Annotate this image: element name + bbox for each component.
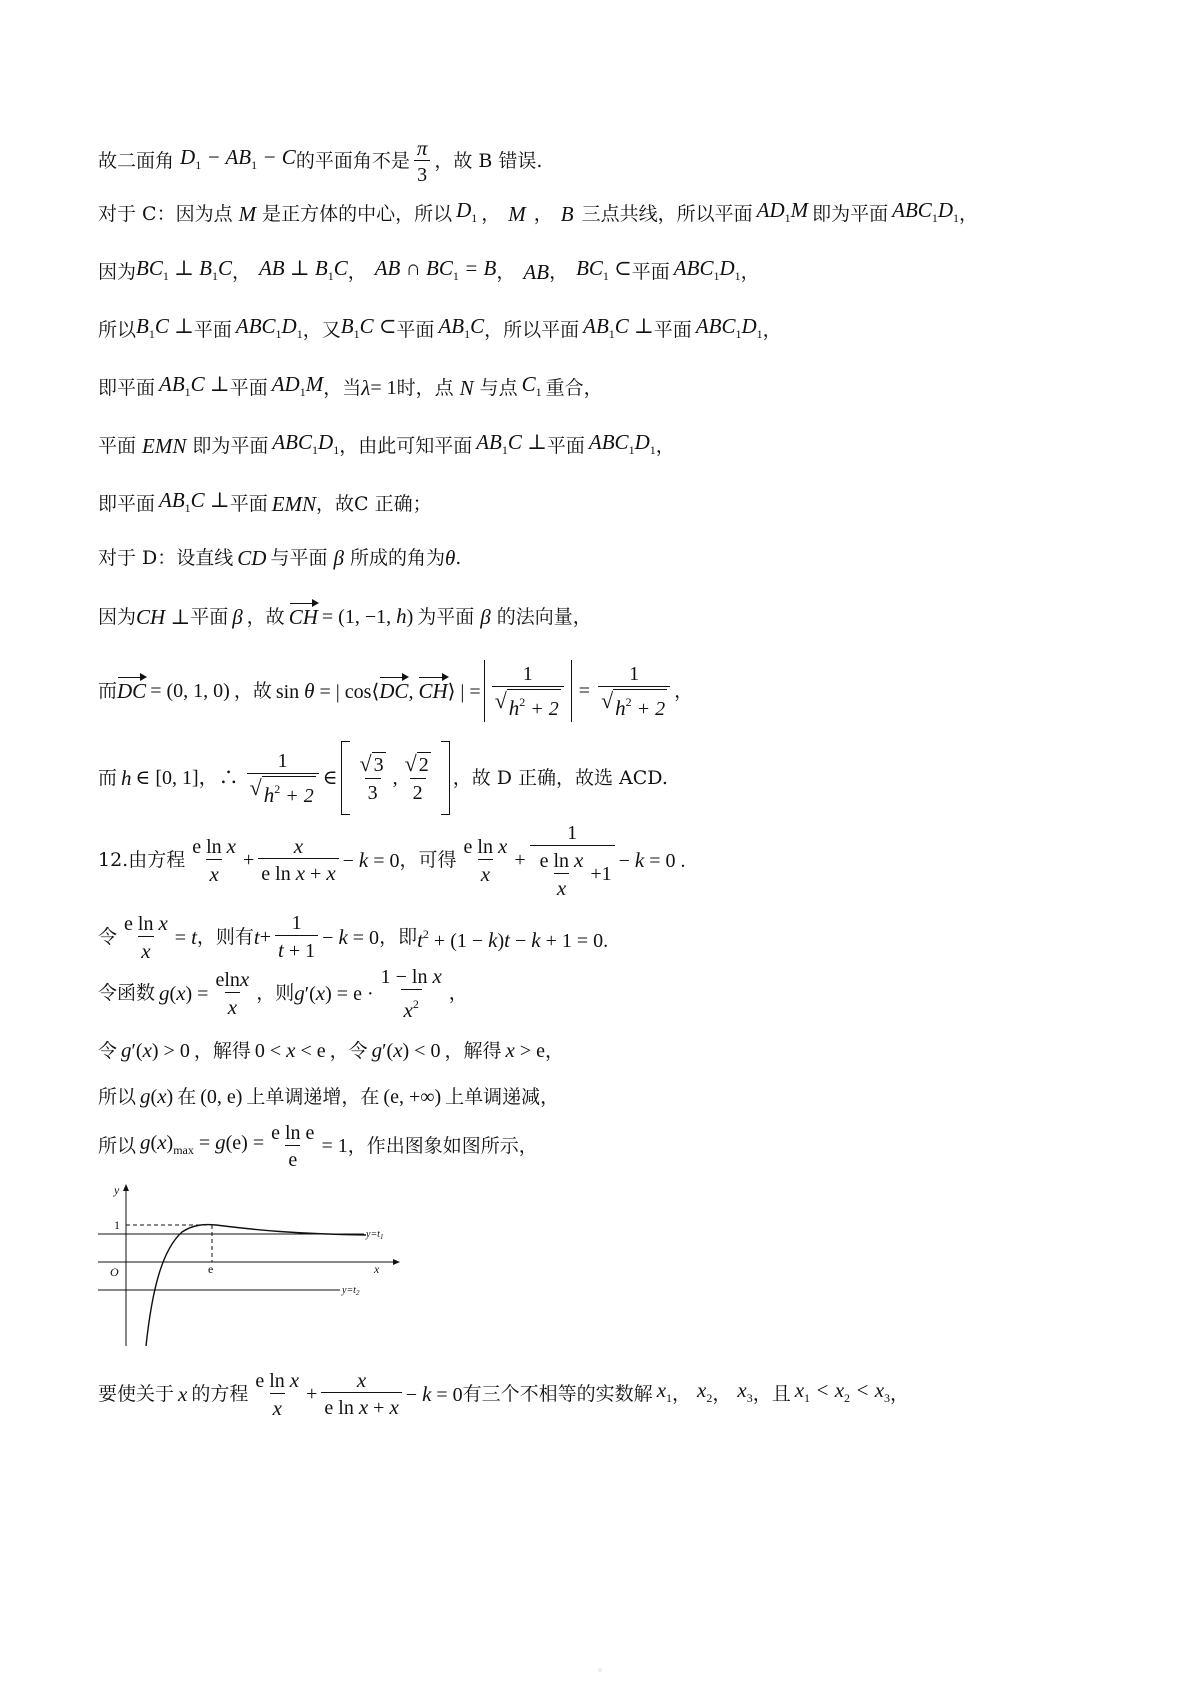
text-segment: 的方程 <box>191 1383 249 1405</box>
text-segment: ，由此可知平面 <box>339 435 473 457</box>
text-segment: 所成的角为 <box>349 547 445 569</box>
tick-e-label: e <box>208 1262 214 1276</box>
text-line-8: 对于 D：设直线 CD 与平面 β 所成的角为 θ . <box>98 546 462 570</box>
text-segment: 所以 <box>98 1135 137 1157</box>
text-segment: 平面 <box>190 605 229 628</box>
text-line-1: 故二面角 $D_1 - AB_1 - C$ 的平面角不是 $\frac{\pi}{3}$ ，故 B 错误. <box>98 135 543 186</box>
text-line-15: 令 g′(x) > 0 ，解得 0 < x < e ，令 g′(x) < 0 ，解得 x > e ， <box>98 1036 564 1065</box>
text-segment: 时，点 <box>396 377 454 399</box>
text-segment: ，且 <box>752 1383 791 1405</box>
tick-one-label: 1 <box>114 1218 120 1232</box>
y-axis-label: y <box>114 1183 120 1197</box>
text-segment: ，解得 <box>193 1039 251 1062</box>
text-segment: 为平面 <box>417 605 475 628</box>
text-segment: ，则有 <box>196 926 254 948</box>
text-segment: 平面 <box>229 493 268 515</box>
text-segment: ，故 D 正确，故选 ACD. <box>452 767 668 789</box>
text-segment: ，即 <box>379 926 418 948</box>
text-segment: 平面 <box>98 435 137 457</box>
text-segment: 平面 <box>193 319 232 341</box>
text-line-6: 平面 EMN 即为平面 $ABC_1D_1$ ，由此可知平面 $AB_1C$ ⊥ 平面 $ABC_1D_1$ ， <box>98 430 675 458</box>
text-segment: 平面 <box>396 319 435 341</box>
text-segment: ，令 <box>329 1039 368 1062</box>
text-segment: 有三个不相等的实数解 <box>462 1383 653 1405</box>
text-segment: ，所以平面 <box>484 319 580 341</box>
text-segment: 的平面角不是 <box>295 150 410 172</box>
text-segment: 的法向量， <box>496 605 592 628</box>
text-segment: 对于 C：因为点 <box>98 203 233 225</box>
text-line-11: 而 h ∈ [0, 1]，∴ 1 √ $h^2 + 2$ ∈ √ 3 3 , √ 2 2 ，故 D 正确，故选 ACD. <box>98 740 668 816</box>
text-line-18: 要使关于 x 的方程 $\frac{\text{e ln x}}{x}$ + $\frac{x}{\text{e ln x + x}}$ − k = 0 有三个不相等的实数解 $x_1$ ， $x_2$ ， $x_3$ ，且 $x_1 < x_2 < x_3$ ， <box>98 1368 910 1420</box>
text-line-7: 即平面 $AB_1C$ ⊥ 平面 EMN ，故C 正确； <box>98 488 432 516</box>
line-t2-label: $y=t_2$ <box>342 1285 360 1297</box>
text-segment: 与点 <box>479 377 518 399</box>
text-segment: 是正方体的中心，所以 <box>262 203 453 225</box>
text-segment: ，可得 <box>399 849 457 871</box>
text-segment: 令函数 <box>98 982 156 1004</box>
origin-label: O <box>110 1265 119 1279</box>
text-segment: ，解得 <box>444 1039 502 1062</box>
text-segment: ，故C 正确； <box>316 493 432 515</box>
text-segment: 令 <box>98 926 118 948</box>
text-line-10: 而 DC = (0, 1, 0) ，故 sin θ = | cos⟨DC, CH⟩ | = 1 √ $h^2 + 2$ = 1 √ $h^2 + 2$ ， <box>98 656 693 726</box>
text-line-14: 令函数 g(x) = $\frac{elnx}{x}$ ，则 g′(x) = e · $\frac{\text{1 − ln x}}{x^2}$ ， <box>98 964 468 1022</box>
text-segment: 而 <box>98 767 118 789</box>
text-line-16: 所以 g(x) 在 (0, e) 上单调递增，在 (e, +∞) 上单调递减， <box>98 1082 559 1111</box>
text-segment: 平面 <box>653 319 692 341</box>
text-segment: ，当 <box>323 377 362 399</box>
text-segment: 上单调递减， <box>445 1085 560 1108</box>
text-segment: 在 <box>177 1085 197 1108</box>
text-line-13: 令 $\frac{\text{e ln x}}{x}$ = t ，则有 t + $\frac{1}{t + 1}$ − k = 0 ，即 $t^2 + (1 - k)t - k + 1 = 0$. <box>98 911 609 963</box>
text-segment: 重合， <box>545 377 603 399</box>
x-axis-label: x <box>374 1262 380 1276</box>
line-t1-label: $y=t_1$ <box>366 1229 384 1241</box>
text-segment: 因为 <box>98 261 137 283</box>
text-segment: 上单调递增，在 <box>246 1085 380 1108</box>
text-segment: 所以 <box>98 1085 137 1108</box>
text-segment: 平面 <box>229 377 268 399</box>
fraction: $\frac{\pi}{3}$ <box>414 136 431 187</box>
text-segment: 12.由方程 <box>98 849 186 871</box>
text-segment: ，故 <box>233 680 272 702</box>
text-segment: 对于 D：设直线 <box>98 547 234 569</box>
text-segment: ，则 <box>256 982 295 1004</box>
text-line-3: 因为 $BC_1$ ⊥ $B_1C$ ， AB ⊥ $B_1C$ ， AB ∩ $BC_1 = B$ ， AB ， $BC_1$ ⊂ 平面 $ABC_1D_1$ ， <box>98 256 760 284</box>
text-segment: 故二面角 <box>98 150 175 172</box>
text-segment: 即为平面 <box>812 203 889 225</box>
text-segment: 即平面 <box>98 377 156 399</box>
text-segment: ，作出图象如图所示， <box>347 1135 538 1157</box>
text-line-4: 所以 $B_1C$ ⊥ 平面 $ABC_1D_1$ ，又 $B_1C$ ⊂ 平面 $AB_1C$ ，所以平面 $AB_1C$ ⊥ 平面 $ABC_1D_1$ ， <box>98 312 782 348</box>
text-segment: 而 <box>98 680 118 702</box>
text-line-5: 即平面 $AB_1C$ ⊥ 平面 $AD_1M$ ，当 λ = 1 时，点 N 与点 $C_1$ 重合， <box>98 372 603 400</box>
text-line-2: 对于 C：因为点 M 是正方体的中心，所以 $D_1$ ， M ， B 三点共线，所以平面 $AD_1M$ 即为平面 $ABC_1D_1$ ， <box>98 198 979 226</box>
text-segment: 令 <box>98 1039 118 1062</box>
text-segment: ，故 B 错误. <box>434 150 543 172</box>
text-line-9: 因为 CH ⊥ 平面 β ，故 CH = (1, −1, h) 为平面 β 的法向量， <box>98 604 592 629</box>
text-segment: 所以 <box>98 319 137 341</box>
text-segment: 即平面 <box>98 493 156 515</box>
function-graph <box>96 1180 416 1348</box>
text-line-12: 12.由方程 $\frac{\text{e ln x}}{x}$ + $\frac{x}{\text{e ln x + x}}$ − k = 0 ，可得 $\frac{\text{e ln x}}{x}$ + 1 $\frac{\text{e ln x}}{x}$ +1 − k = 0 . <box>98 821 686 900</box>
text-line-17: 所以 $g(x)_{max} = g(e)$ = $\frac{\text{e ln e}}{e}$ = 1 ，作出图象如图所示， <box>98 1121 538 1171</box>
text-segment: 与平面 <box>270 547 328 569</box>
text-segment: 要使关于 <box>98 1383 175 1405</box>
text-segment: 平面 <box>546 435 585 457</box>
footer-mark <box>598 1668 602 1672</box>
text-segment: ，故 <box>246 605 285 628</box>
text-segment: 三点共线，所以平面 <box>581 203 753 225</box>
text-segment: 即为平面 <box>192 435 269 457</box>
text-segment: ，又 <box>302 319 341 341</box>
text-segment: 因为 <box>98 605 137 628</box>
